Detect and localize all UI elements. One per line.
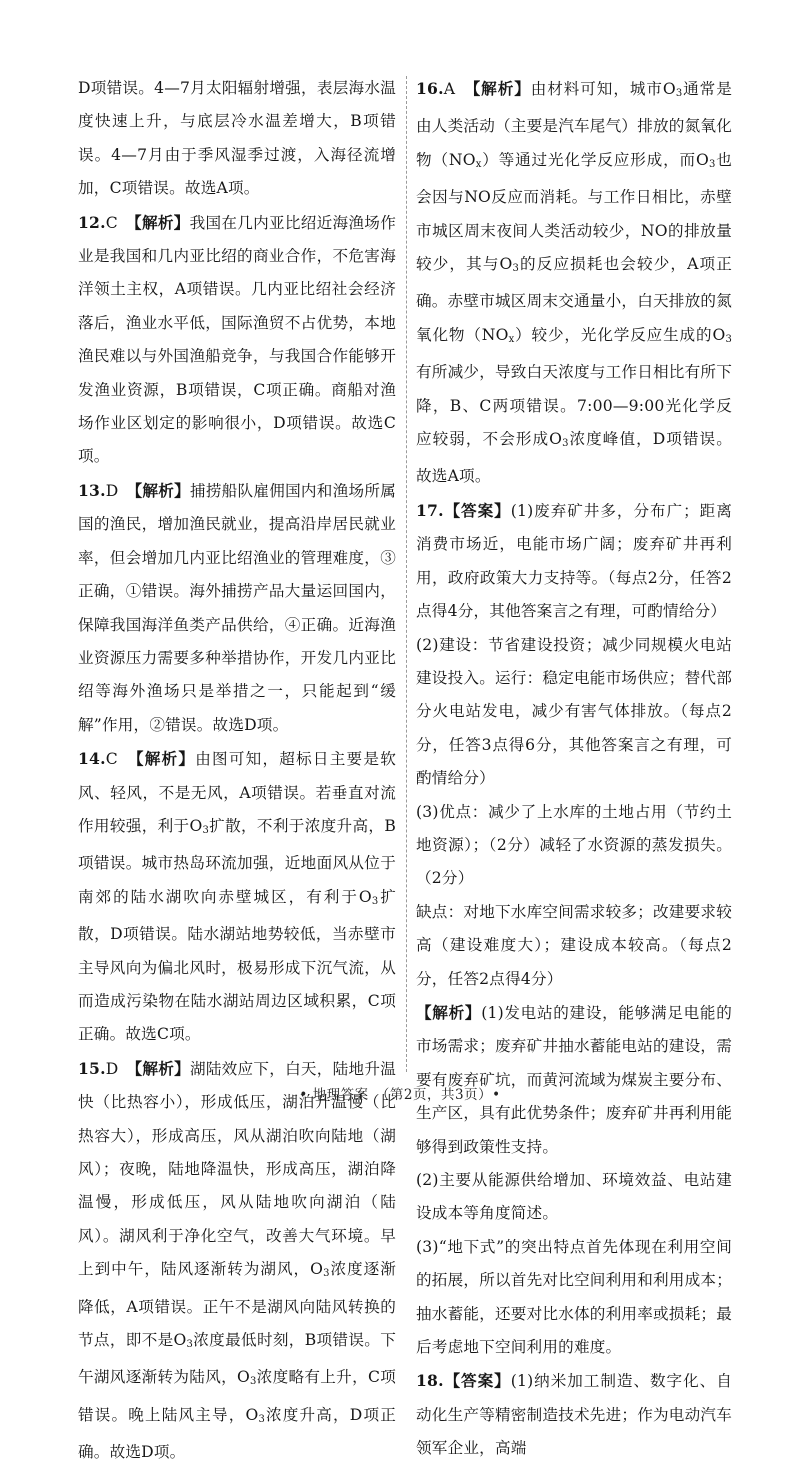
answer-letter: D (105, 481, 119, 500)
q16-answer (416, 72, 732, 494)
analysis-text: 浓度升高，D项正确。故选D项。 (78, 1405, 397, 1462)
right-column (416, 72, 732, 1466)
subscript: 3 (725, 333, 732, 345)
analysis-text: 由图可知，超标日主要是软风、轻风，不是无风，A项错误。若垂直对流作用较强，利于O (78, 750, 396, 835)
answer-tag: 【答案】 (443, 500, 511, 520)
q17-answer-part3: (3)优点：减少了上水库的土地占用（节约土地资源）；（2分）减轻了水资源的蒸发损失。（2分） (416, 802, 732, 888)
q15-answer (78, 1052, 396, 1470)
analysis-tag: 【解析】 (472, 79, 531, 98)
analysis-text: 浓度逐渐降低，A项错误。正午不是湖风向陆风转换的节点，即不是O (78, 1260, 396, 1350)
q17-analysis-part2: (2)主要从能源供给增加、环境效益、电站建设成本等角度简述。 (416, 1171, 732, 1223)
subscript: 3 (250, 1376, 257, 1388)
question-number: 15. (78, 1058, 106, 1078)
page-footer: • 地理答案 （第2页，共3页）• (299, 1087, 501, 1103)
subscript: 3 (675, 88, 683, 99)
q17-analysis-part3: (3)“地下式”的突出特点首先体现在利用空间的拓展，所以首先对比空间利用和利用成本；抽水蓄能，还要对比水体的利用率或损耗；最后考虑地下空间利用的难度。 (416, 1237, 732, 1357)
subscript: 3 (562, 438, 569, 450)
analysis-tag: 【解析】 (134, 480, 190, 500)
analysis-text: ）较少，光化学反应生成的O (514, 325, 726, 344)
question-number: 12. (78, 212, 106, 232)
analysis-text: 也会因与NO反应而消耗。与工作日相比，赤壁市城区周末夜间人类活动较少，NO的排放量较少，其与O (416, 150, 732, 274)
question-number: 17. (416, 500, 444, 520)
subscript: x (508, 333, 515, 345)
subscript: 3 (371, 895, 379, 907)
subscript: 3 (708, 158, 716, 170)
column-divider (406, 76, 407, 1072)
left-column (78, 72, 396, 1470)
answer-tag: 【答案】 (443, 1371, 511, 1391)
analysis-text: 浓度最低时刻，B项错误。下午湖风逐渐转为陆风，O (78, 1331, 397, 1387)
analysis-text: 浓度略有上升，C项错误。晚上陆风主导，O (78, 1368, 397, 1424)
q11-continuation: D项错误。4—7月太阳辐射增强，表层海水温度快速上升，与底层冷水温差增大，B项错误。4—7月由于季风湿季过渡，入海径流增加，C项错误。故选A项。 (78, 79, 396, 198)
answer-letter: C (105, 750, 118, 769)
answer-text: (1)废弃矿井多，分布广；距离消费市场近，电能市场广阔；废弃矿井再利用，政府政策大力支持等。（每点2分，任答2点得4分，其他答案言之有理，可酌情给分） (416, 501, 732, 621)
analysis-text: 通常是由人类活动（主要是汽车尾气）排放的氮氧化物（NO (416, 80, 732, 169)
analysis-text: 由材料可知，城市O (530, 80, 676, 98)
question-number: 18. (416, 1371, 444, 1391)
analysis-text: 扩散，不利于浓度升高，B项错误。城市热岛环流加强，近地面风从位于南郊的陆水湖吹向赤壁城区，有利于O (78, 816, 396, 906)
q12-answer (78, 206, 396, 474)
analysis-tag: 【解析】 (135, 749, 196, 769)
analysis-tag: 【解析】 (416, 1002, 482, 1022)
analysis-tag: 【解析】 (133, 212, 190, 232)
subscript: 3 (202, 824, 210, 836)
q17-answer (416, 494, 732, 629)
answer-letter: D (105, 1059, 119, 1078)
subscript: 3 (258, 1413, 266, 1425)
analysis-text: 扩散，D项错误。陆水湖站地势较低，当赤壁市主导风向为偏北风时，极易形成下沉气流，从而造成污染物在陆水湖站周边区域积累，C项正确。故选C项。 (78, 887, 397, 1044)
subscript: 3 (323, 1268, 330, 1280)
subscript: x (475, 158, 482, 170)
q14-answer (78, 742, 396, 1052)
analysis-tag: 【解析】 (134, 1058, 190, 1078)
analysis-text: (1)发电站的建设，能够满足电能的市场需求；废弃矿井抽水蓄能电站的建设，需要有废弃矿坑，而黄河流域为煤炭主要分布、生产区，具有此优势条件；废弃矿井再利用能够得到政策性支持。 (416, 1003, 732, 1156)
analysis-text: 我国在几内亚比绍近海渔场作业是我国和几内亚比绍的商业合作，不危害海洋领土主权，A项错误。几内亚比绍社会经济落后，渔业水平低，国际渔贸不占优势，本地渔民难以与外国渔船竞争，与我国合作能够开发渔业资源，B项错误，C项正确。商船对渔场作业区划定的影响很小，D项错误。故选C项。 (78, 213, 396, 466)
analysis-text: 有所减少，导致白天浓度与工作日相比有所下降，B、C两项错误。7:00—9:00光化学反应较弱，不会形成O (416, 363, 732, 449)
analysis-text: 浓度峰值，D项错误。故选A项。 (416, 430, 732, 486)
analysis-text: ）等通过光化学反应形成，而O (481, 150, 709, 169)
answer-letter: A (443, 80, 456, 98)
q18-answer (416, 1364, 732, 1465)
question-number: 13. (78, 480, 106, 500)
analysis-text: 的反应损耗也会较少，A项正确。赤壁市城区周末交通量小，白天排放的氮氧化物（NO (416, 255, 733, 344)
subscript: 3 (186, 1339, 194, 1351)
subscript: 3 (512, 263, 520, 275)
analysis-text: 捕捞船队雇佣国内和渔场所属国的渔民，增加渔民就业，提高沿岸居民就业率，但会增加几内亚比绍渔业的管理难度，③正确，①错误。海外捕捞产品大量运回国内，保障我国海洋鱼类产品供给，④正确。近海渔业资源压力需要多种举措协作，开发几内亚比绍等海外渔场只是举措之一，只能起到“缓解”作用，②错误。故选D项。 (78, 481, 396, 734)
q17-answer-part2: (2)建设：节省建设投资；减少同规模火电站建设投入。运行：稳定电能市场供应；替代部分火电站发电，减少有害气体排放。（每点2分，任答3点得6分，其他答案言之有理，可酌情给分） (416, 635, 732, 788)
answer-letter: C (105, 213, 118, 232)
question-number: 16. (416, 79, 444, 98)
analysis-text: 湖陆效应下，白天，陆地升温快（比热容小），形成低压，湖泊升温慢（比热容大），形成高压，风从湖泊吹向陆地（湖风）；夜晚，陆地降温快，形成高压，湖泊降温慢，形成低压，风从陆地吹向湖泊（陆风）。湖风利于净化空气，改善大气环境。早上到中午，陆风逐渐转为湖风，O (78, 1059, 396, 1279)
q17-answer-drawbacks: 缺点：对地下水库空间需求较多；改建要求较高（建设难度大）；建设成本较高。（每点2分，任答2点得4分） (416, 902, 732, 988)
question-number: 14. (78, 749, 106, 769)
q17-analysis (416, 996, 732, 1164)
answer-text: (1)纳米加工制造、数字化、自动化生产等精密制造技术先进；作为电动汽车领军企业，高端 (416, 1372, 732, 1458)
q13-answer (78, 474, 396, 742)
